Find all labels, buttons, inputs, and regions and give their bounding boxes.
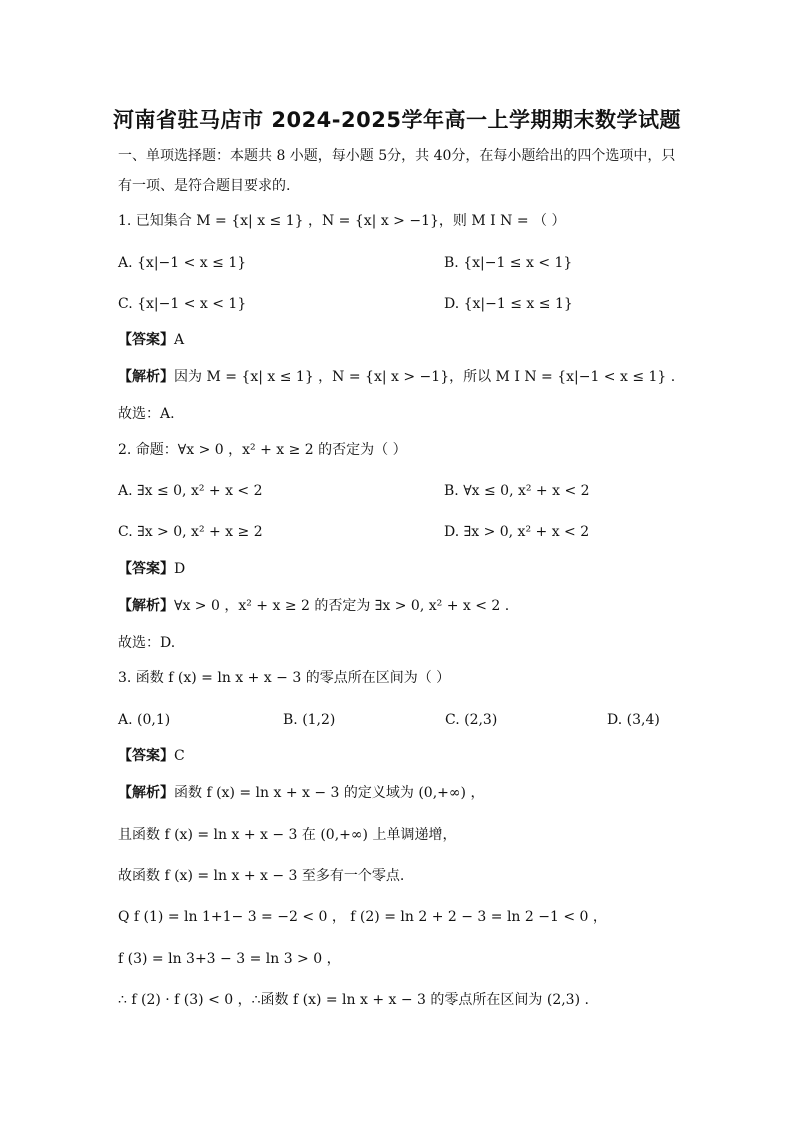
q3-option-b: B. (1,2)	[283, 712, 336, 728]
q1-stem: 1. 已知集合 M = {x| x ≤ 1} ，N = {x| x > −1}，则 M I N = （ ）	[118, 213, 566, 229]
q1-analysis-text: 因为 M = {x| x ≤ 1} ，N = {x| x > −1}，所以 M I N = {x|−1 < x ≤ 1} .	[174, 369, 676, 385]
analysis-tag: 【解析】	[118, 369, 174, 385]
q3-analysis-line: ∴ f (2) · f (3) < 0 ，∴函数 f (x) = ln x + x − 3 的零点所在区间为 (2,3) .	[118, 992, 589, 1008]
q1-answer	[118, 330, 184, 350]
q3-analysis-line: f (3) = ln 3+3 − 3 = ln 3 > 0 ，	[118, 951, 341, 967]
answer-tag: 【答案】	[118, 748, 174, 764]
q3-answer-value: C	[174, 748, 185, 764]
q3-analysis-line: Q f (1) = ln 1+1− 3 = −2 < 0 ， f (2) = ln 2 + 2 − 3 = ln 2 −1 < 0 ，	[118, 909, 607, 925]
q2-answer	[118, 559, 185, 579]
section-heading-line2: 有一项、是符合题目要求的.	[118, 178, 291, 194]
q2-analysis-text: ∀x > 0 ，x² + x ≥ 2 的否定为 ∃x > 0, x² + x < 2 .	[174, 598, 510, 614]
q2-answer-value: D	[174, 561, 186, 577]
q1-option-a: A. {x|−1 < x ≤ 1}	[118, 255, 247, 271]
answer-tag: 【答案】	[118, 332, 174, 348]
q2-option-a: A. ∃x ≤ 0, x² + x < 2	[118, 483, 263, 499]
page-title: 河南省驻马店市 2024-2025学年高一上学期期末数学试题	[113, 108, 681, 132]
section-heading-line1: 一、单项选择题：本题共 8 小题，每小题 5分，共 40分，在每小题给出的四个选项中，只	[118, 148, 676, 164]
q3-analysis-line: 故函数 f (x) = ln x + x − 3 至多有一个零点.	[118, 868, 405, 884]
q3-analysis-line: 函数 f (x) = ln x + x − 3 的定义域为 (0,+∞) ，	[174, 785, 485, 801]
q2-option-b: B. ∀x ≤ 0, x² + x < 2	[444, 483, 590, 499]
q1-analysis	[118, 367, 675, 387]
q2-analysis	[118, 596, 509, 616]
q3-analysis	[118, 783, 484, 803]
q2-option-d: D. ∃x > 0, x² + x < 2	[444, 524, 590, 540]
q1-option-b: B. {x|−1 ≤ x < 1}	[444, 255, 573, 271]
q1-option-c: C. {x|−1 < x < 1}	[118, 296, 247, 312]
q2-option-c: C. ∃x > 0, x² + x ≥ 2	[118, 524, 263, 540]
q3-answer	[118, 746, 185, 766]
q3-option-c: C. (2,3)	[445, 712, 498, 728]
q3-analysis-line: 且函数 f (x) = ln x + x − 3 在 (0,+∞) 上单调递增，	[118, 827, 457, 843]
q3-option-a: A. (0,1)	[118, 712, 171, 728]
q3-stem: 3. 函数 f (x) = ln x + x − 3 的零点所在区间为（ ）	[118, 670, 451, 686]
q2-stem: 2. 命题：∀x > 0 ，x² + x ≥ 2 的否定为（ ）	[118, 442, 407, 458]
analysis-tag: 【解析】	[118, 598, 174, 614]
q2-conclusion: 故选：D.	[118, 635, 176, 651]
answer-tag: 【答案】	[118, 561, 174, 577]
q1-answer-value: A	[174, 332, 185, 348]
analysis-tag: 【解析】	[118, 785, 174, 801]
q3-option-d: D. (3,4)	[607, 712, 660, 728]
q1-option-d: D. {x|−1 ≤ x ≤ 1}	[444, 296, 573, 312]
q1-conclusion: 故选：A.	[118, 406, 175, 422]
